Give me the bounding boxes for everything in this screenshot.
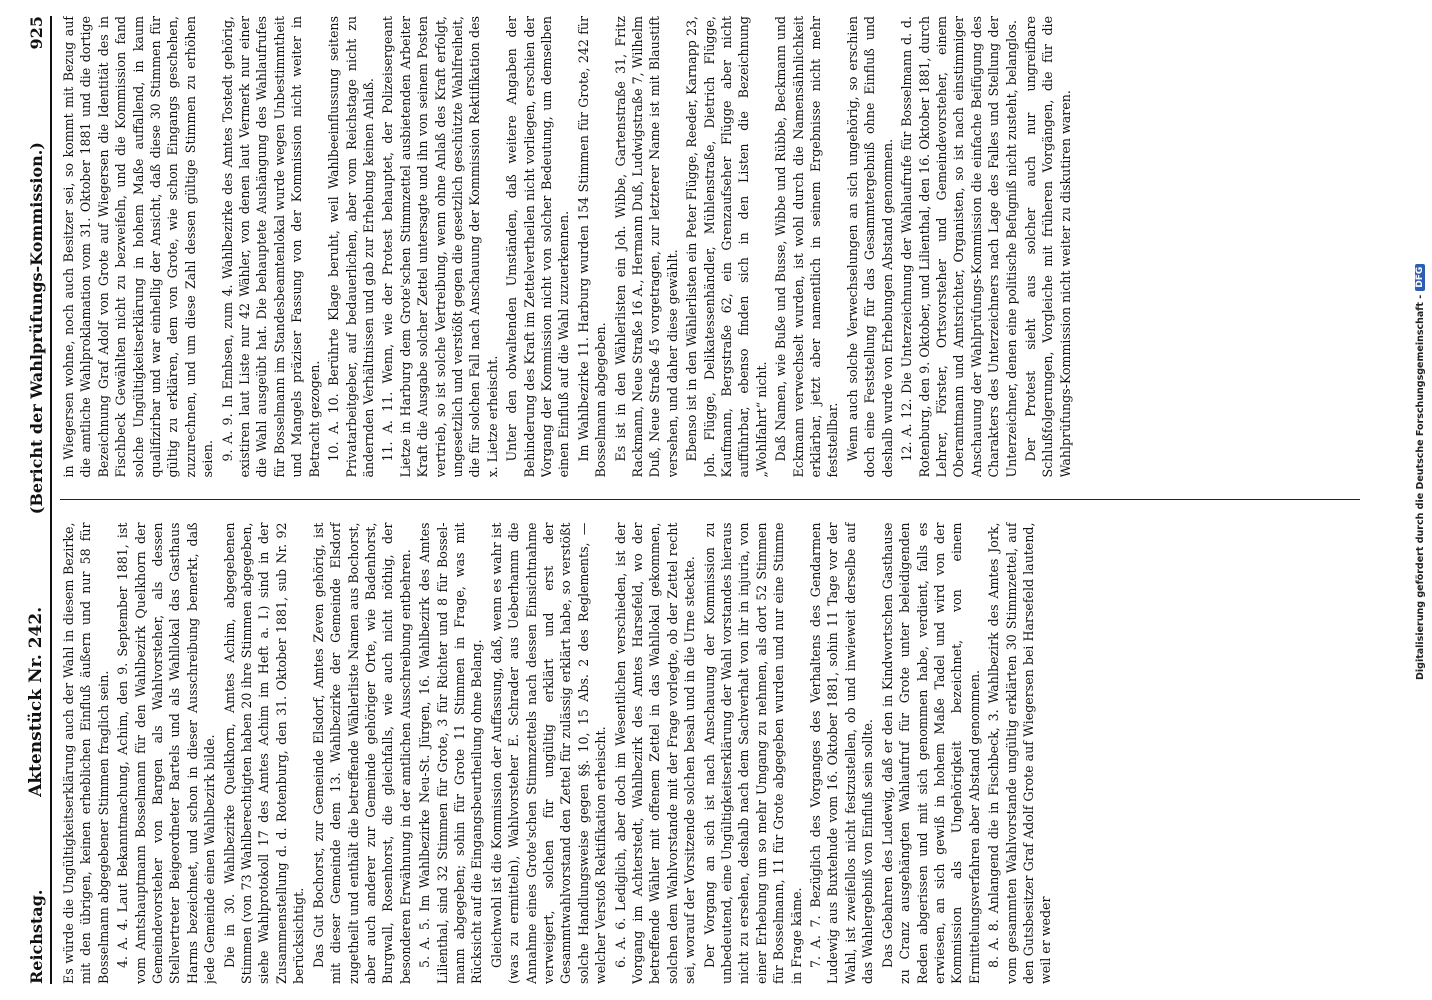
paragraph: 5. A. 5. Im Wahlbezirke Neu-St. Jürgen, 16. Wahlbezirk des Amtes Lilienthal, sind 32 Stimmen für Grote, 3 für Richter und 8 für Bosselmann abgegeben; sohin für Grote 11 Stimmen in Frage, was mit Rücksicht auf die Eingangsbeurtheilung ohne Belang. — [417, 522, 485, 984]
paragraph: Im Wahlbezirke 11. Harburg wurden 154 Stimmen für Grote, 242 für Bosselmann abgegeben. — [575, 16, 609, 478]
paragraph: 7. A. 7. Bezüglich des Vorganges des Verhaltens des Gendarmen Ludewig aus Buxtehude vom 16. Oktober 1881, sohin 11 Tage vor der Wahl, ist zweifellos nicht festzustellen, ob und inwieweit derselbe auf das Wahlergebniß von Einfluß sein sollte. — [808, 522, 876, 984]
paragraph: Der Vorgang an sich ist nach Anschauung der Kommission zu unbedeutend, eine Ungültigkeitserklärung der Wahl vorstandes hieraus nicht zu ersehen, deshalb nach dem Sachverhalt von ihr in injuria, von einer Erhebung um so mehr Umgang zu nehmen, als dort 52 Stimmen für Bosselmann, 11 für Grote abgegeben wurden und nur eine Stimme in Frage käme. — [701, 522, 804, 984]
dfg-logo: DFG — [1415, 264, 1425, 291]
paragraph: 10. A. 10. Berührte Klage beruht, weil Wahlbeeinflussung seitens Privatarbeitgeber, auf bedauerlichen, aber vom Reichstage nicht zu ändernden Verhältnissen und gab zur Erhebung keinen Anlaß. — [326, 16, 376, 478]
paragraph: 8. A. 8. Anlangend die in Fischbeck, 3. Wahlbezirk des Amtes Jork, vom gesammten Wahlvorstande ungültig erklärten 30 Stimmzettel, auf den Gutsbesitzer Graf Adolf Grote auf Wiegersen bei Harsefeld lautend, weil er weder — [986, 522, 1054, 984]
paragraph: Das Gebahren des Ludewig, daß er den in Kindwortschen Gasthause zu Cranz ausgehängten Wahlaufruf für Grote unter beleidigenden Reden abgerissen und mit sich genommen habe, verdient, falls es erwiesen, an sich gewiß in hohem Maße Tadel und wird von der Kommission als Ungehörigkeit bezeichnet, von einem Ermittelungsverfahren aber Abstand genommen. — [879, 522, 982, 984]
page-number: 925 — [27, 16, 46, 50]
digitization-footer — [1410, 40, 1430, 680]
header-left: Reichstag. — [27, 889, 46, 984]
paragraph: Es würde die Ungültigkeitserklärung auch der Wahl in diesem Bezirke, mit den übrigen, keinen erheblichen Einfluß äußern und nur 58 für Bosselmann abgegebener Stimmen fraglich sein. — [61, 522, 111, 984]
paragraph: 12. A. 12. Die Unterzeichnung der Wahlaufrufe für Bosselmann d. d. Rotenburg, den 9. Oktober, und Lilienthal, den 16. Oktober 1881, durch Lehrer, Förster, Ortsvorsteher und Gemeindevorsteher, einem Oberamtmann und Amtsrichter, Organisten, so ist nach einstimmiger Anschauung der Wahlprüfungs-Kommission die einfache Beifügung des Charakters des Unterzeichners nach Lage des Falles und Stellung der Unterzeichner, denen eine politische Befugniß nicht zusteht, belanglos. — [899, 16, 1019, 478]
paragraph: 11. A. 11. Wenn, wie der Protest behauptet, der Polizeisergeant Lietze in Harburg dem Grote'schen Stimmzettel ausbietenden Arbeiter Kraft die Ausgabe solcher Zettel untersagte und ihn von seinem Posten vertrieb, so ist solche Vertreibung, wenn ohne Anlaß des Kraft erfolgt, ungesetzlich und verstößt gegen die gesetzlich geschützte Wahlfreiheit, die für solchen Fall nach Anschauung der Kommission Rektifikation des x. Lietze erheischt. — [380, 16, 500, 478]
paragraph: Ebenso ist in den Wählerlisten ein Peter Flügge, Reeder, Karnapp 23, Joh. Flügge, Delikatessenhändler, Mühlenstraße, Dietrich Flügge, Kaufmann, Bergstraße 62, ein Grenzaufseher Flügge aber nicht aufführbar, ebenso finden sich in den Listen die Bezeichnung „Wohlfahrt“ nicht. — [684, 16, 769, 478]
digitization-credit: Digitalisierung gefördert durch die Deutsche Forschungsgemeinschaft - — [1414, 294, 1426, 680]
paragraph: in Wiegersen wohne, noch auch Besitzer sei, so kommt mit Bezug auf die amtliche Wahlproklamation vom 31. Oktober 1881 und die dortige Bezeichnung Graf Adolf von Grote auf Wiegersen die Identität des in Fischbeck Gewählten nicht zu bezweifeln, und die Kommission fand solche Ungültigkeitserklärung in hohem Maße auffallend, in kaum qualifizirbar und war einhellig der Ansicht, daß diese 30 Stimmen für gültig zu erklären, dem von Grote, wie schon Eingangs geschehen, zuzurechnen, und um diese Zahl dessen gültige Stimmen zu erhöhen seien. — [61, 16, 216, 478]
paragraph: Gleichwohl ist die Kommission der Auffassung, daß, wenn es wahr ist (was zu ermitteln), Wahlvorsteher E. Schrader aus Ueberhamm die Annahme eines Grote'schen Stimmzettels nach dessen Einsichtnahme verweigert, solchen für ungültig erklärt und erst der Gesammtwahlvorstand den Zettel für zulässig erklärt habe, so verstößt solche Handlungsweise gegen §§. 10, 15 Abs. 2 des Reglements, — welcher Verstoß Rektifikation erheischt. — [488, 522, 609, 984]
header-document-number: Aktenstück Nr. 242. — [26, 606, 46, 797]
column-separator — [60, 500, 1360, 501]
header-report-title: (Bericht der Wahlprüfungs-Kommission.) — [27, 142, 46, 515]
running-header — [18, 16, 46, 984]
paragraph: 6. A. 6. Lediglich, aber doch im Wesentlichen verschieden, ist der Vorgang im Achterstedt, Wahlbezirk des Amtes Harsefeld, wo der betreffende Wähler mit offenem Zettel in das Wahllokal gekommen, solchen dem Wahlvorstande mit der Frage vorlegte, ob der Zettel recht sei, worauf der Vorsitzende solchen besah und in die Urne steckte. — [612, 522, 698, 984]
paragraph: Wenn auch solche Verwechselungen an sich ungehörig, so erschien doch eine Feststellung für das Gesammtergebniß ohne Einfluß und deshalb wurde von Erhebungen Abstand genommen. — [844, 16, 895, 478]
paragraph: Der Protest sieht aus solcher auch nur ungreifbare Schlußfolgerungen, Vorgleiche mit früheren Vorgängen, die für die Wahlprüfungs-Kommission nicht weiter zu diskutiren waren. — [1022, 16, 1073, 478]
header-rule — [50, 16, 52, 984]
paragraph: Die in 30. Wahlbezirke Quelkhorn, Amtes Achim, abgegebenen Stimmen (von 73 Wahlberechtigten haben 20 ihre Stimmen abgegeben, siehe Wahlprotokoll 17 des Amtes Achim im Heft a. I.) sind in der Zusammenstellung d. d. Rotenburg, den 31. Oktober 1881, sub Nr. 92 berücksichtigt. — [221, 522, 307, 984]
paragraph: 4. A. 4. Laut Bekanntmachung, Achim, den 9. September 1881, ist vom Amtshauptmann Bosselmann für den Wahlbezirk Quelkhorn der Gemeindevorsteher von Bargen als Wahlvorsteher, als dessen Stellvertreter Beigeordneter Bartels und als Wahllokal das Gasthaus Harms bezeichnet, und schon in dieser Ausschreibung bemerkt, daß jede Gemeinde einen Wahlbezirk bilde. — [115, 522, 218, 984]
text-columns — [60, 16, 1360, 984]
paragraph: Das Gut Bochorst, zur Gemeinde Elsdorf, Amtes Zeven gehörig, ist mit dieser Gemeinde dem 13. Wahlbezirke der Gemeinde Elsdorf zugetheilt und enthält die betreffende Wählerliste Namen aus Bochorst, aber auch anderer zur Gemeinde gehöriger Orte, wie Badenhorst, Burgwall, Rosenhorst, die gleichfalls, wie auch nicht nöthig, der besonderen Erwähnung in der amtlichen Ausschreibung entbehren. — [310, 522, 413, 984]
paragraph: Unter den obwaltenden Umständen, daß weitere Angaben der Behinderung des Kraft im Zettelvertheilen nicht vorliegen, erschien der Vorgang der Kommission nicht von solcher Bedeutung, um demselben einen Einfluß auf die Wahl zuzuerkennen. — [504, 16, 572, 478]
text-column-right — [60, 16, 1360, 478]
paragraph: 9. A. 9. In Embsen, zum 4. Wahlbezirke des Amtes Tostedt gehörig, existiren laut Liste nur 42 Wähler, von denen laut Vermerk nur einer die Wahl ausgeübt hat. Die behauptete Aushängung des Wahlaufrufes für Bosselmann im Standesbeamtenlokal wurde wegen Unbestimmtheit und Mangels präziser Fassung von der Kommission nicht weiter in Betracht gezogen. — [219, 16, 322, 478]
paragraph: Es ist in den Wählerlisten ein Joh. Wibbe, Gartenstraße 31, Fritz Rackmann, Neue Straße 16 A., Hermann Duß, Ludwigstraße 7, Wilhelm Duß, Neue Straße 45 vorgetragen, zur letzterer Name ist mit Blaustift versehen, und daher diese gewählt. — [612, 16, 680, 478]
text-column-left — [60, 523, 1360, 985]
paragraph: Daß Namen, wie Buße und Busse, Wibbe und Rübbe, Beckmann und Eckmann verwechselt wurden, ist wohl durch die Namensähnlichkeit erklärbar, jetzt aber namentlich in seinem Ergebnisse nicht mehr feststellbar. — [773, 16, 841, 478]
